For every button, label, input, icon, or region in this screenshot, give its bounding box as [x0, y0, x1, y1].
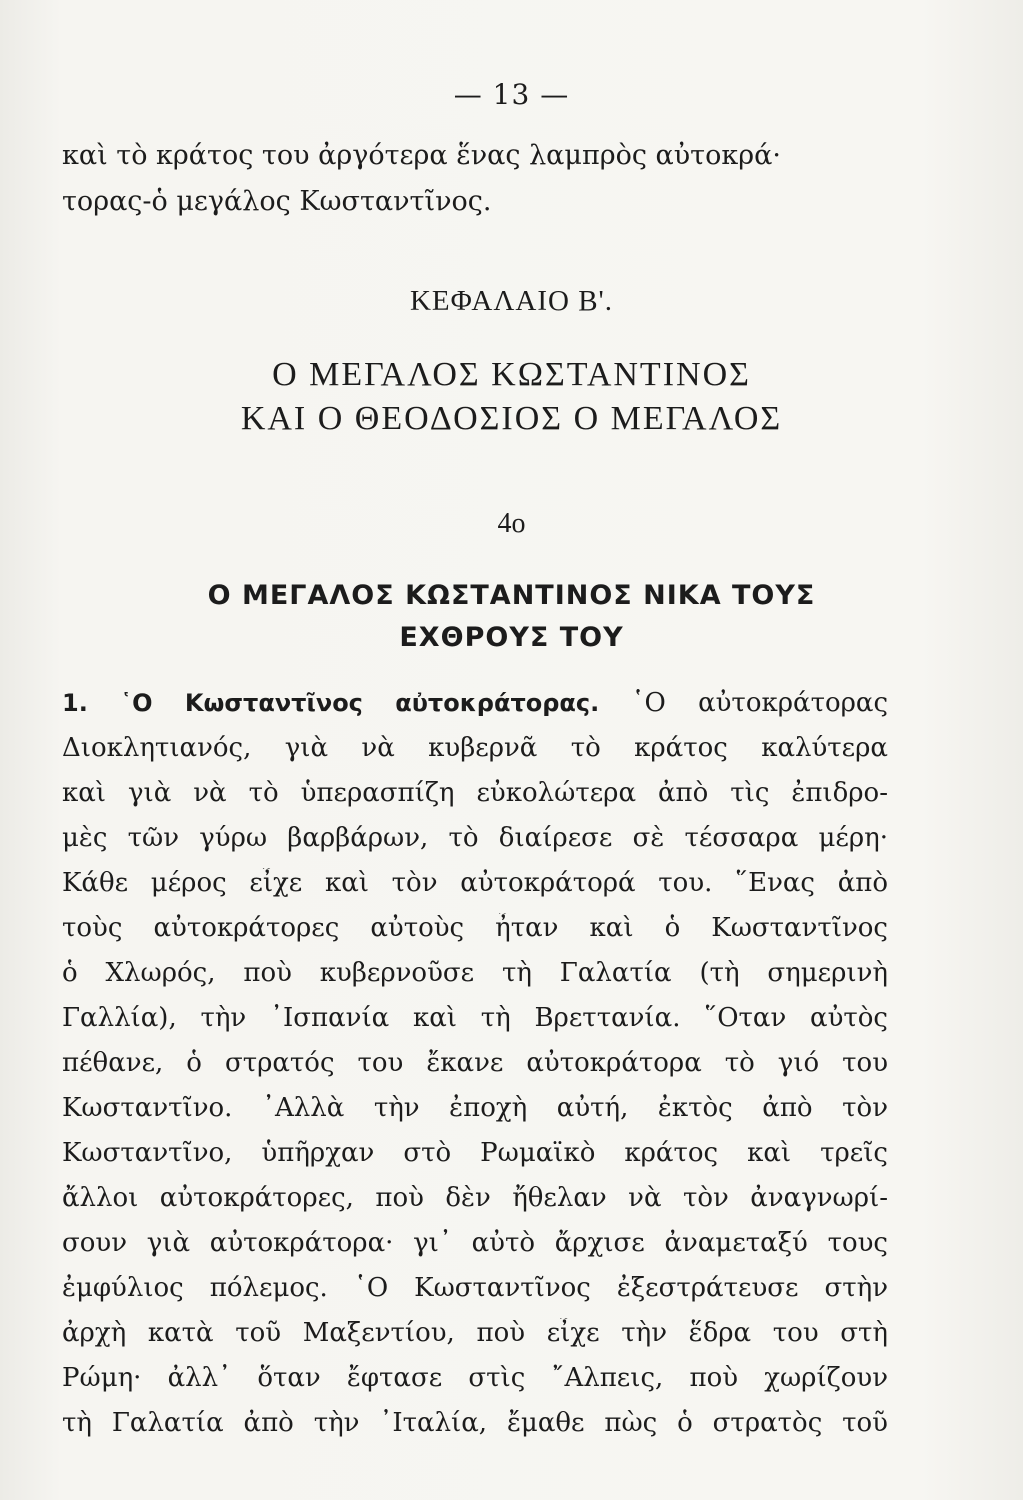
body-line-16: τὴ Γαλατία ἀπὸ τὴν ᾽Ιταλία, ἔμαθε πὼς ὁ στρατὸς τοῦ: [62, 1408, 888, 1438]
chapter-title-line-2: ΚΑΙ Ο ΘΕΟΔΟΣΙΟΣ Ο ΜΕΓΑΛΟΣ: [240, 400, 783, 437]
body-line-13: ἐμφύλιος πόλεμος. ῾Ο Κωσταντῖνος ἐξεστράτευσε στὴν: [62, 1273, 888, 1303]
body-line-5: τοὺς αὐτοκράτορες αὐτοὺς ἦταν καὶ ὁ Κωσταντῖνος: [62, 913, 888, 943]
body-line-11: ἄλλοι αὐτοκράτορες, ποὺ δὲν ἤθελαν νὰ τὸν ἀναγνωρί-: [62, 1183, 888, 1213]
body-line-3: μὲς τῶν γύρω βαρβάρων, τὸ διαίρεσε σὲ τέσσαρα μέρη·: [62, 823, 888, 853]
body-line-2: καὶ γιὰ νὰ τὸ ὑπερασπίζη εὐκολώτερα ἀπὸ τὶς ἐπιδρο-: [62, 778, 888, 808]
lesson-title-line-2: ΕΧΘΡΟΥΣ ΤΟΥ: [399, 622, 624, 653]
page-number: — 13 —: [453, 78, 570, 111]
lesson-number: 4ο: [497, 508, 526, 539]
body-line-12: σουν γιὰ αὐτοκράτορα· γι᾽ αὐτὸ ἄρχισε ἀναμεταξύ τους: [62, 1228, 888, 1258]
body-line-6: ὁ Χλωρός, ποὺ κυβερνοῦσε τὴ Γαλατία (τὴ σημερινὴ: [62, 958, 888, 988]
continuation-line-2: τορας-ὁ μεγάλος Κωσταντῖνος.: [62, 186, 492, 217]
chapter-label: ΚΕΦΑΛΑΙΟ Β'.: [409, 285, 614, 317]
paragraph-first-line: [62, 688, 888, 718]
body-line-15: Ρώμη· ἀλλ᾽ ὅταν ἔφτασε στὶς ῎Αλπεις, ποὺ χωρίζουν: [62, 1363, 888, 1393]
body-line-4: Κάθε μέρος εἶχε καὶ τὸν αὐτοκράτορά του. ῞Ενας ἀπὸ: [62, 868, 888, 898]
body-line-7: Γαλλία), τὴν ᾽Ισπανία καὶ τὴ Βρεττανία. ῞Οταν αὐτὸς: [62, 1003, 888, 1033]
body-line-0: ῾Ο αὐτοκράτορας: [599, 688, 888, 718]
body-line-9: Κωσταντῖνο. ᾽Αλλὰ τὴν ἐποχὴ αὐτή, ἐκτὸς ἀπὸ τὸν: [62, 1093, 888, 1123]
body-line-10: Κωσταντῖνο, ὑπῆρχαν στὸ Ρωμαϊκὸ κράτος καὶ τρεῖς: [62, 1138, 888, 1168]
body-line-14: ἀρχὴ κατὰ τοῦ Μαξεντίου, ποὺ εἶχε τὴν ἕδρα του στὴ: [62, 1318, 888, 1348]
body-line-1: Διοκλητιανός, γιὰ νὰ κυβερνᾶ τὸ κράτος καλύτερα: [62, 733, 888, 763]
continuation-line-1: καὶ τὸ κράτος του ἀργότερα ἕνας λαμπρὸς αὐτοκρά·: [62, 140, 781, 171]
section-lead: 1. ῾Ο Κωσταντῖνος αὐτοκράτορας.: [62, 689, 600, 717]
body-line-8: πέθανε, ὁ στρατός του ἔκανε αὐτοκράτορα τὸ γιό του: [62, 1048, 888, 1078]
lesson-title-line-1: Ο ΜΕΓΑΛΟΣ ΚΩΣΤΑΝΤΙΝΟΣ ΝΙΚΑ ΤΟΥΣ: [207, 580, 816, 611]
chapter-title-line-1: Ο ΜΕΓΑΛΟΣ ΚΩΣΤΑΝΤΙΝΟΣ: [272, 356, 751, 393]
